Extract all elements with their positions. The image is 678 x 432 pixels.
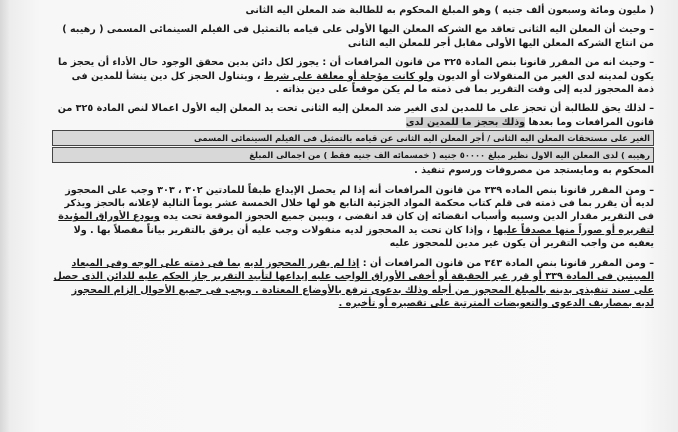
seizure-request-tail: المحكوم به ومايستجد من مصروفات ورسوم تنفيذ .: [414, 165, 654, 177]
document-body: [52, 4, 654, 316]
documents-deposit-underlined: ويودع الأوراق المؤيدة لتقريره أو صوراً منها مصدقاً عليها: [58, 211, 654, 236]
article-325-text: – وحيث انه من المقرر قانونا بنص المادة ٣٢٥ من قانون المرافعات أن : يجوز لكل دائن بدين محقق الوجود حال الأداء أن يحجز ما يكون لمدينه لدى الغير من المنقولات أو الديون: [57, 57, 654, 82]
page-edge-shadow: [0, 0, 10, 432]
article-339-text-cont: ، وإذا كان تحت يد المحجوز لديه منقولات وجب عليه أن يرفق بالتقرير بياناً مفصلاً بها . ولا يعفيه من واجب التقرير أن يكون غير مدين للمحجوز عليه: [73, 224, 654, 250]
contract-text: – وحيث أن المعلن اليه الثانى تعاقد مع الشركه المعلن اليها الأولى على قيامه بالتمثيل فى الفيلم السينمائى المسمى ( رهيبه ) من انتاج الشركه المعلن اليها الأولى مقابل أجر للمعلن اليه الثانى: [62, 24, 654, 49]
boxed-insert-line-1: الغير على مستحقات المعلن اليه الثانى / أجر المعلن اليه الثانى عن قيامه بالتمثيل فى الفيلم السينمائى المسمى: [52, 130, 654, 146]
conditional-debt-underlined: ولو كانت مؤجلة أو معلقة على شرط: [263, 70, 434, 82]
paragraph-article-325: [52, 56, 654, 96]
paragraph-seizure-request: [52, 102, 654, 177]
paragraph-amount: [52, 4, 654, 17]
seizure-highlight: وذلك بحجز ما للمدين لدى: [405, 116, 526, 128]
paragraph-article-343: [52, 257, 654, 311]
article-343-intro: – ومن المقرر قانونا بنص المادة ٣٤٣ من قانون المرافعات أن :: [362, 257, 654, 269]
article-343-underlined-start: إذا لم يقرر المحجوز لديه: [244, 257, 360, 269]
article-339-text: – ومن المقرر قانونا بنص الماده ٣٣٩ من قانون المرافعات أنه إذا لم يحصل الإيداع طبقاً للمادتين ٣٠٢ ، ٣٠٣ وجب على المحجوز لديه أن يقرر بما فى ذمته فى قلم كتاب محكمة المواد الجزئية التابع هو لها خلال الخمسة عشر يوماً التالية لإعلانه بالحجز ويذكر فى التقرير مقدار الدين وسببه وأسباب انقضائه إن كان قد انقضى ، ويبين جميع الحجوز الموقعة تحت يده: [64, 184, 654, 223]
paragraph-article-339: [52, 184, 654, 251]
amount-text: ( مليون ومائة وسبعون ألف جنيه ) وهو المبلغ المحكوم به للطالبة ضد المعلن اليه الثانى: [245, 5, 654, 16]
article-325-text-cont: ، ويتناول الحجز كل دين ينشأ للمدين فى ذمة المحجوز لديه إلى وقت التقرير بما فى ذمته ما لم يكن موقعاً على دين بذاته .: [71, 70, 654, 96]
seizure-request-text: – لذلك يحق للطالبة أن تحجز على ما للمدين لدى الغير ضد المعلن إليه الثانى تحت يد المعلن إليه الأول اعمالا لنص المادة ٣٢٥ من قانون المرافعات وما بعدها: [57, 103, 654, 128]
paragraph-contract: [52, 23, 654, 50]
boxed-insert-line-2: رهيبه ) لدى المعلن اليه الاول نظير مبلغ ٥٠٠٠٠ جنيه ( خمسمائه الف جنيه فقط ) من اجمالى المبلغ: [52, 147, 654, 163]
article-343-underlined-body: بما فى ذمته على الوجه وفى الميعاد المبينين فى المادة ٣٣٩ أو قرر غير الحقيقة أو أخفى الأوراق الواجب عليه إيداعها لتأييد التقرير جاز الحكم عليه للدائن الذى حصل على سند تنفيذى بدينه بالمبلغ المحجوز من أجله وذلك بدعوى ترفع بالأوضاع المعتادة . ويجب فى جميع الأحوال إلزام المحجوز لديه بمصاريف الدعوى والتعويضات المترتبة على تقصيره أو تأخيره .: [53, 257, 654, 309]
